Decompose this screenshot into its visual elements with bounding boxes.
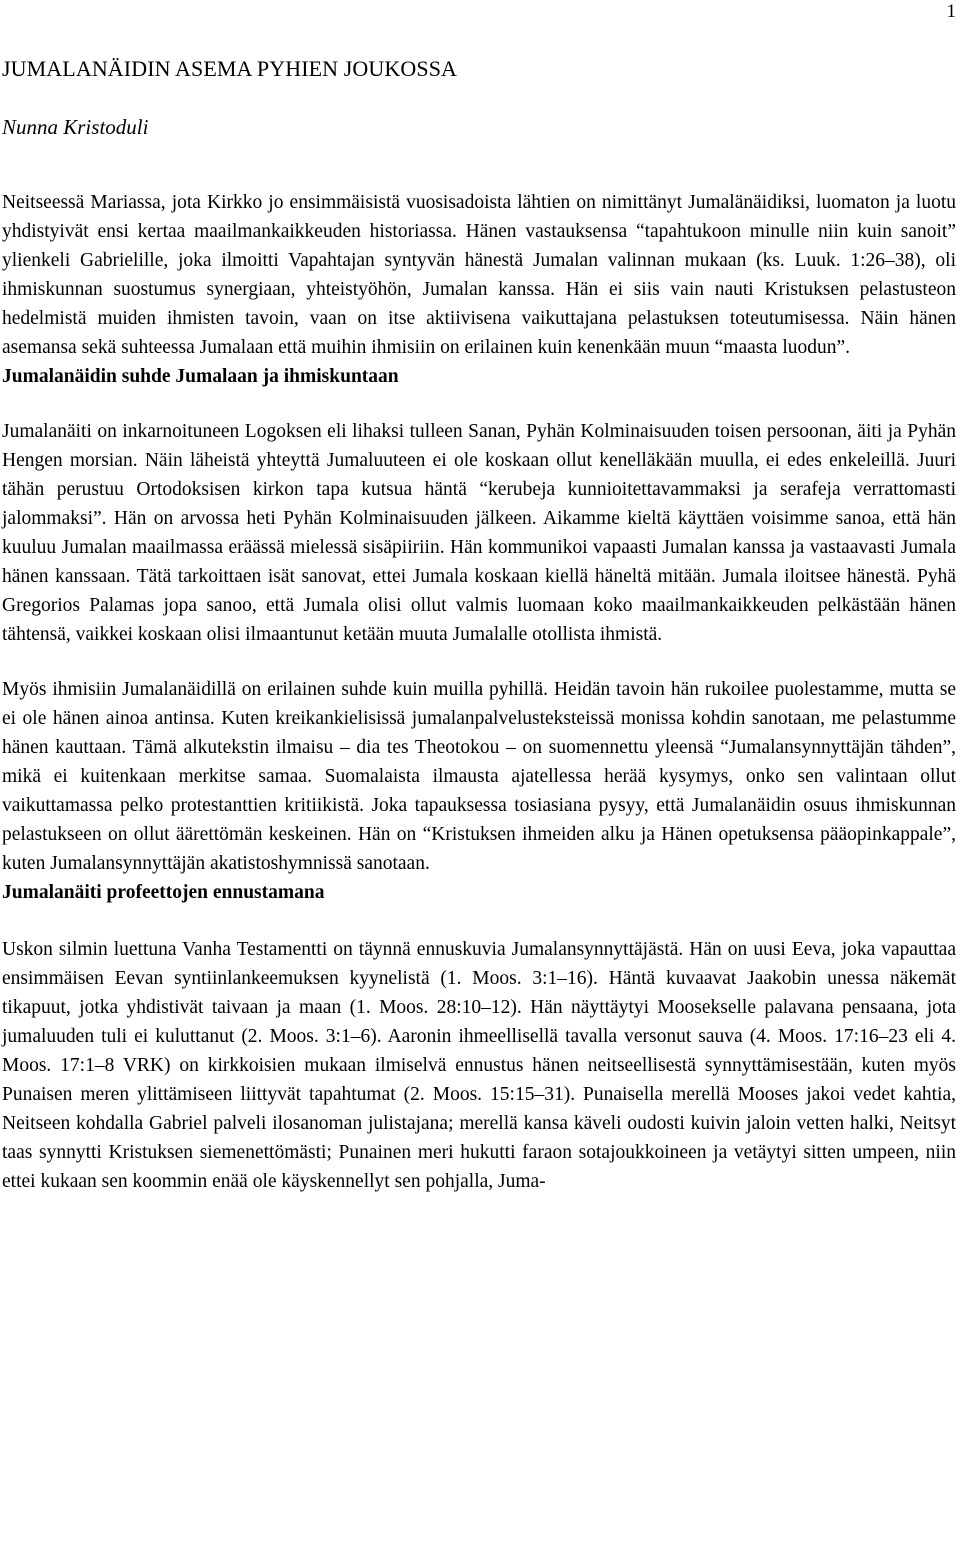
document-title: JUMALANÄIDIN ASEMA PYHIEN JOUKOSSA: [2, 56, 458, 81]
intro-paragraph: Neitseessä Mariassa, jota Kirkko jo ensimmäisistä vuosisadoista lähtien on nimittänyt Jumalänäidiksi, luomaton ja luotu yhdistyivät ensi kertaa maailmankaikkeuden historiassa. Hänen vastauksensa “tapahtukoon minulle niin kuin sanoit” ylienkeli Gabrielille, joka ilmoitti Vapahtajan syntyvän hänestä Jumalan valinnan mukaan (ks. Luuk. 1:26–38), oli ihmiskunnan suostumus synergiaan, yhteistyöhön, Jumalan kanssa. Hän ei siis vain nauti Kristuksen pelastusteon hedelmistä muiden ihmisten tavoin, vaan on itse aktiivisena vaikuttajana pelastuksen toteutumisessa. Näin hänen asemansa sekä suhteessa Jumalaan että muihin ihmisiin on erilainen kuin kenenkään muun “maasta luodun”.: [2, 192, 956, 358]
page-number: 1: [946, 1, 956, 22]
section-heading-prophets: Jumalanäiti profeettojen ennustamana: [2, 882, 325, 903]
author-name: Nunna Kristoduli: [2, 115, 149, 139]
section-heading-relation: Jumalanäidin suhde Jumalaan ja ihmiskuntaan: [2, 366, 399, 387]
section2-paragraph-1: Uskon silmin luettuna Vanha Testamentti on täynnä ennuskuvia Jumalansynnyttäjästä. Hän on uusi Eeva, joka vapauttaa ensimmäisen Eevan syntiinlankeemuksen kyynelistä (1. Moos. 3:1–16). Häntä kuvaavat Jaakobin unessa näkemät tikapuut, jotka yhdistivät taivaan ja maan (1. Moos. 28:10–12). Hän näyttäytyi Moosekselle palavana pensaana, jota jumaluuden tuli ei kuluttanut (2. Moos. 3:1–6). Aaronin ihmeellisellä tavalla versonut sauva (4. Moos. 17:16–23 eli 4. Moos. 17:1–8 VRK) on kirkkoisien mukaan ilmiselvä ennustus hänen neitseellisestä synnyttämisestään, kuten myös Punaisen meren ylittämiseen liittyvät tapahtumat (2. Moos. 15:15–31). Punaisella merellä Mooses jakoi vedet kahtia, Neitseen kohdalla Gabriel palveli ilosanoman julistajana; merellä kansa käveli oudosti kuivin jaloin vetten halki, Neitsyt taas synnytti Kristuksen siemenettömästi; Punainen meri hukutti faraon sotajoukkoineen ja vetäytyi sitten umpeen, niin ettei kukaan sen koommin enää ole käyskennellyt sen pohjalla, Juma-: [2, 939, 956, 1192]
document-body: [2, 54, 956, 1196]
section1-paragraph-2: Myös ihmisiin Jumalanäidillä on erilainen suhde kuin muilla pyhillä. Heidän tavoin hän rukoilee puolestamme, mutta se ei ole hänen ainoa antinsa. Kuten kreikankielisissä jumalanpalvelusteksteissä monissa kohdin sanotaan, me pelastumme hänen kauttaan. Tämä alkutekstin ilmaisu – dia tes Theotokou – on suomennettu yleensä “Jumalansynnyttäjän tähden”, mikä ei kuitenkaan merkitse samaa. Suomalaista ilmausta ajatellessa herää kysymys, onko sen valintaan ollut vaikuttamassa pelko protestanttien kritiikistä. Joka tapauksessa tosiasiana pysyy, että Jumalanäidin osuus ihmiskunnan pelastukseen on ollut äärettömän keskeinen. Hän on “Kristuksen ihmeiden alku ja Hänen opetuksensa pääopinkappale”, kuten Jumalansynnyttäjän akatistoshymnissä sanotaan.: [2, 679, 956, 874]
section1-paragraph-1: Jumalanäiti on inkarnoituneen Logoksen eli lihaksi tulleen Sanan, Pyhän Kolminaisuuden toisen persoonan, äiti ja Pyhän Hengen morsian. Näin läheistä yhteyttä Jumaluuteen ei ole koskaan ollut kenelläkään muulla, ei edes enkeleillä. Juuri tähän perustuu Ortodoksisen kirkon tapa kutsua häntä “kerubeja kunnioitettavammaksi ja serafeja verrattomasti jalommaksi”. Hän on arvossa heti Pyhän Kolminaisuuden jälkeen. Aikamme kieltä käyttäen voisimme sanoa, että hän kuuluu Jumalan maailmassa eräässä mielessä sisäpiiriin. Hän kommunikoi vapaasti Jumalan kanssa ja vastaavasti Jumala hänen kanssaan. Tätä tarkoittaen isät sanovat, ettei Jumala koskaan kiellä häneltä mitään. Jumala iloitsee hänestä. Pyhä Gregorios Palamas jopa sanoo, että Jumala olisi ollut valmis luomaan koko maailmankaikkeuden pelkästään hänen tähtensä, vaikkei koskaan olisi ilmaantunut ketään muuta Jumalalle otollista ihmistä.: [2, 421, 956, 645]
